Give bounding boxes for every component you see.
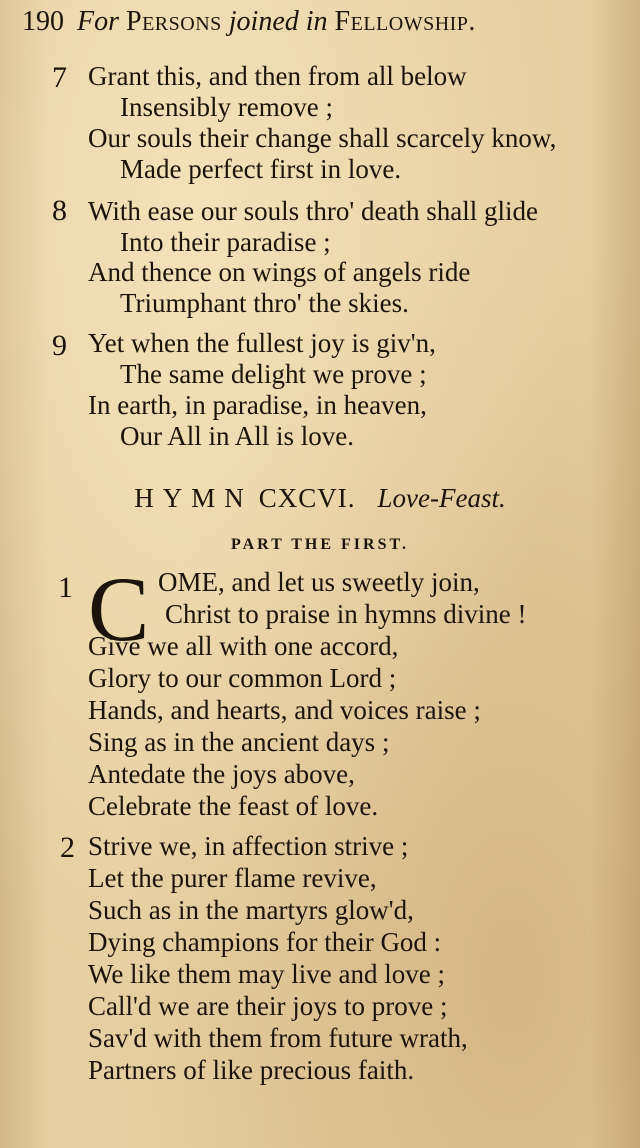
header-persons: Persons bbox=[126, 6, 222, 37]
page-number: 190 bbox=[22, 6, 64, 37]
verse-line: With ease our souls thro' death shall glide bbox=[88, 196, 538, 226]
verse-line: And thence on wings of angels ride bbox=[88, 257, 471, 287]
header-fellowship: Fellowship. bbox=[334, 6, 476, 37]
verse-line: Let the purer flame revive, bbox=[88, 863, 377, 893]
verse-number: 1 bbox=[58, 571, 73, 604]
verse-line: Glory to our common Lord ; bbox=[88, 663, 397, 693]
verse-line: Sing as in the ancient days ; bbox=[88, 727, 390, 757]
verse-number: 7 bbox=[52, 61, 67, 94]
verse-line: Christ to praise in hymns divine ! bbox=[165, 599, 527, 629]
verse-number: 8 bbox=[52, 194, 67, 227]
verse-line: Such as in the martyrs glow'd, bbox=[88, 895, 414, 925]
hymn-label: HYMN bbox=[134, 483, 253, 513]
verse-line: In earth, in paradise, in heaven, bbox=[88, 390, 427, 420]
verse-line: Partners of like precious faith. bbox=[88, 1055, 415, 1085]
verse-line: Triumphant thro' the skies. bbox=[120, 288, 409, 318]
verse-line: Celebrate the feast of love. bbox=[88, 791, 379, 821]
verse-line: Our souls their change shall scarcely know, bbox=[88, 123, 557, 153]
verse-line: Sav'd with them from future wrath, bbox=[88, 1023, 468, 1053]
verse-number: 2 bbox=[60, 831, 75, 864]
header-joined-in: joined in bbox=[228, 6, 328, 37]
hymn-title bbox=[0, 478, 640, 518]
verse-line: Yet when the fullest joy is giv'n, bbox=[88, 328, 436, 358]
verse-line: Dying champions for their God : bbox=[88, 927, 442, 957]
verse-line: Our All in All is love. bbox=[120, 421, 355, 451]
verse-number: 9 bbox=[52, 329, 67, 362]
verse-line: Grant this, and then from all below bbox=[88, 61, 467, 91]
verse-line: Into their paradise ; bbox=[120, 227, 331, 257]
header-for: For bbox=[77, 6, 119, 37]
verse-line: Insensibly remove ; bbox=[120, 92, 333, 122]
part-heading: PART THE FIRST. bbox=[231, 536, 409, 553]
verse-line: Made perfect first in love. bbox=[120, 154, 402, 184]
hymn-number: CXCVI. bbox=[258, 483, 356, 513]
running-header bbox=[22, 2, 632, 42]
verse-line: The same delight we prove ; bbox=[120, 359, 427, 389]
verse-line: We like them may live and love ; bbox=[88, 959, 445, 989]
verse-line: Antedate the joys above, bbox=[88, 759, 355, 789]
hymn-occasion: Love-Feast. bbox=[377, 483, 506, 513]
verse-line: Hands, and hearts, and voices raise ; bbox=[88, 695, 481, 725]
drop-cap: C bbox=[88, 558, 150, 660]
verse-line: Call'd we are their joys to prove ; bbox=[88, 991, 448, 1021]
verse-line: Strive we, in affection strive ; bbox=[88, 831, 409, 861]
verse-line: OME, and let us sweetly join, bbox=[158, 567, 480, 597]
verse-line: Give we all with one accord, bbox=[88, 631, 399, 661]
